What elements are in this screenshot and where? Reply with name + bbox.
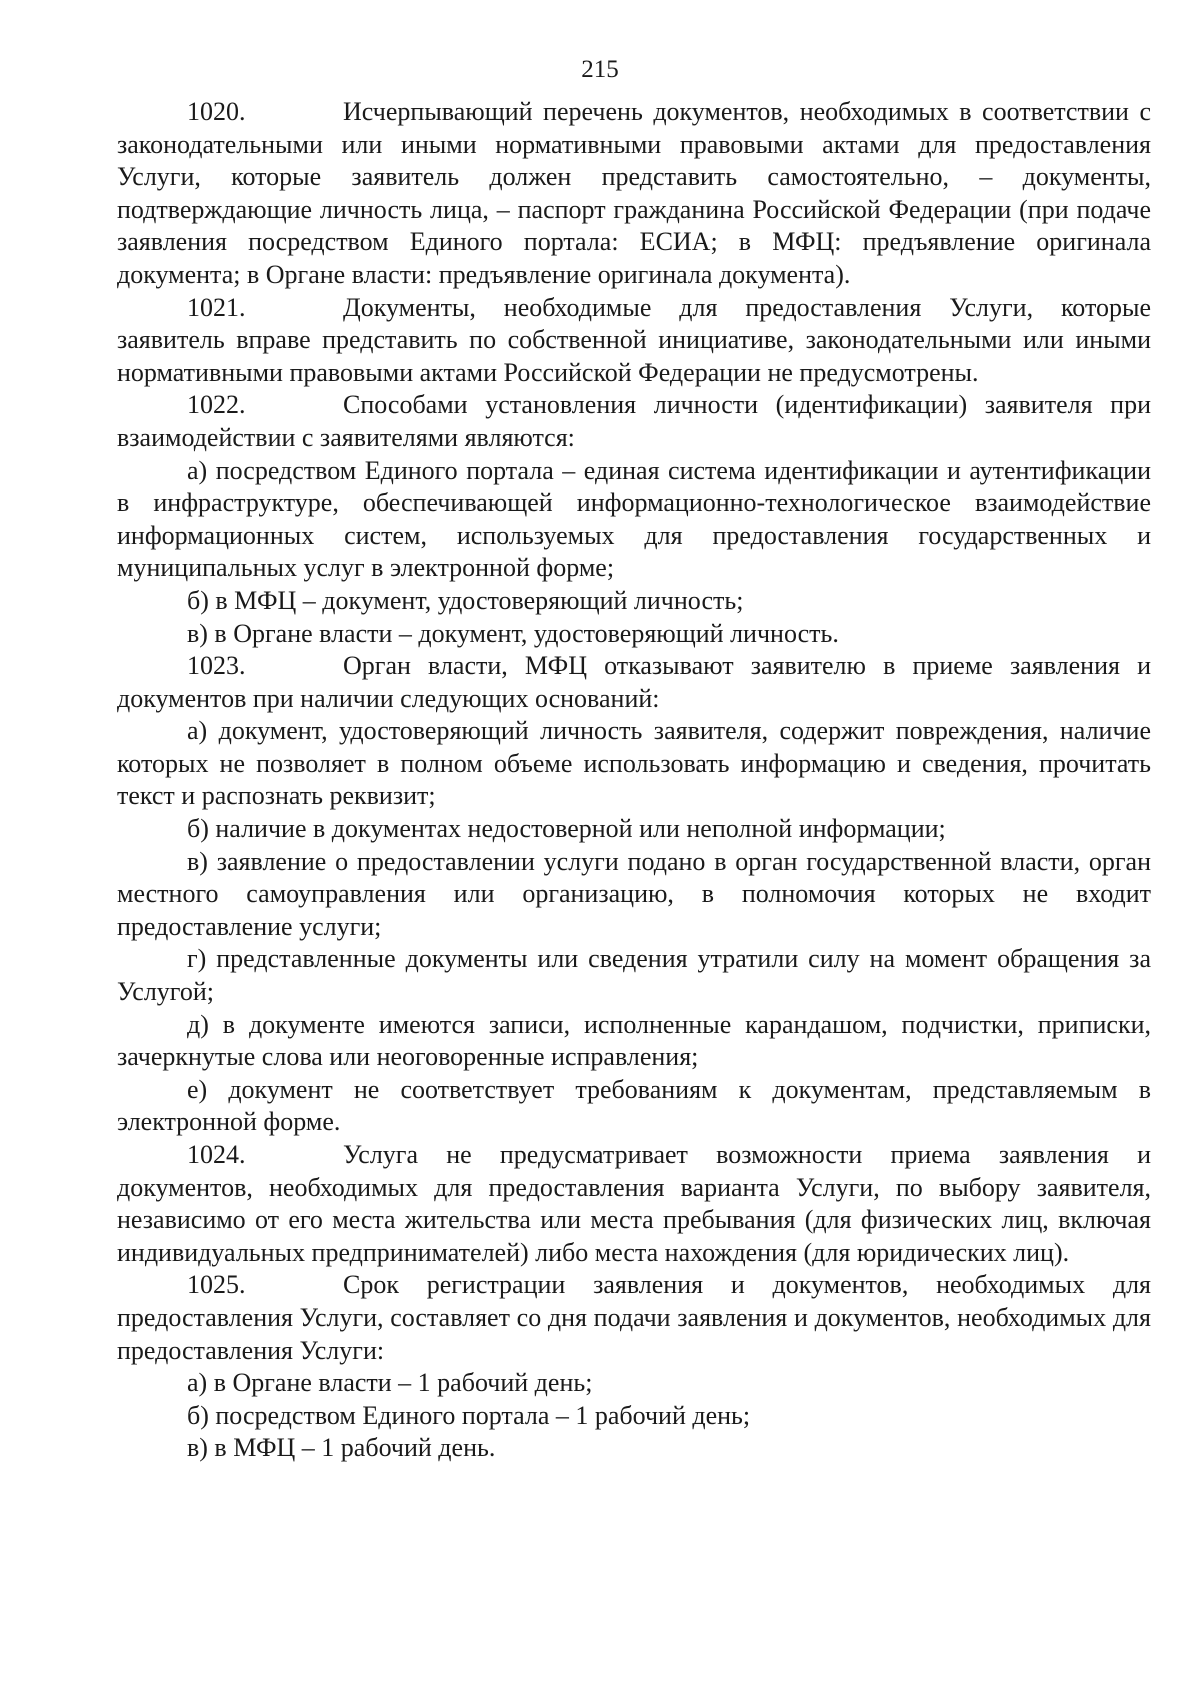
list-item: б) посредством Единого портала – 1 рабочий день; — [187, 1400, 751, 1430]
paragraph-1023 — [117, 650, 1151, 715]
list-item: а) в Органе власти – 1 рабочий день; — [187, 1368, 593, 1398]
list-item: в) заявление о предоставлении услуги подано в орган государственной власти, орган местного самоуправления или организацию, в полномочия которых не входит предоставление услуги; — [117, 846, 1151, 941]
paragraph-text: Услуга не предусматривает возможности приема заявления и документов, необходимых для предоставления варианта Услуги, по выбору заявителя, независимо от его места жительства или места пребывания (для физических лиц, включая индивидуальных предпринимателей) либо места нахождения (для юридических лиц). — [117, 1140, 1151, 1267]
page-number: 215 — [581, 56, 619, 83]
document-body — [117, 96, 1151, 1465]
list-item: г) представленные документы или сведения утратили силу на момент обращения за Услугой; — [117, 944, 1151, 1007]
paragraph-1025 — [117, 1269, 1151, 1367]
paragraph-1020 — [117, 96, 1151, 292]
list-item: е) документ не соответствует требованиям к документам, представляемым в электронной форме. — [117, 1074, 1151, 1137]
paragraph-number: 1023. — [187, 651, 246, 681]
paragraph-text: Способами установления личности (идентификации) заявителя при взаимодействии с заявителями являются: — [117, 390, 1151, 452]
list-item: в) в МФЦ – 1 рабочий день. — [187, 1433, 496, 1463]
paragraph-text: Срок регистрации заявления и документов, необходимых для предоставления Услуги, составляет со дня подачи заявления и документов, необходимых для предоставления Услуги: — [117, 1270, 1151, 1365]
paragraph-number: 1024. — [187, 1140, 246, 1169]
paragraph-text: Орган власти, МФЦ отказывают заявителю в приеме заявления и документов при наличии следующих оснований: — [117, 651, 1151, 713]
paragraph-number: 1021. — [187, 292, 246, 322]
list-item: д) в документе имеются записи, исполненные карандашом, подчистки, приписки, зачеркнутые слова или неоговоренные исправления; — [117, 1009, 1151, 1072]
paragraph-text: Исчерпывающий перечень документов, необходимых в соответствии с законодательными или иными нормативными правовыми актами для предоставления Услуги, которые заявитель должен представить самостоятельно, – документы, подтверждающие личность лица, – паспорт гражданина Российской Федерации (при подаче заявления посредством Единого портала: ЕСИА; в МФЦ: предъявление оригинала документа; в Органе власти: предъявление оригинала документа). — [117, 97, 1151, 289]
list-item: а) документ, удостоверяющий личность заявителя, содержит повреждения, наличие которых не позволяет в полном объеме использовать информацию и сведения, прочитать текст и распознать реквизит; — [117, 716, 1151, 811]
paragraph-number: 1022. — [187, 390, 246, 420]
paragraph-number: 1025. — [187, 1270, 246, 1300]
paragraph-number: 1020. — [187, 97, 246, 126]
list-item: б) наличие в документах недостоверной или неполной информации; — [187, 814, 946, 844]
list-item: б) в МФЦ – документ, удостоверяющий личность; — [187, 585, 744, 615]
paragraph-text: Документы, необходимые для предоставления Услуги, которые заявитель вправе представить по собственной инициативе, законодательными или иными нормативными правовыми актами Российской Федерации не предусмотрены. — [117, 292, 1151, 387]
list-item: в) в Органе власти – документ, удостоверяющий личность. — [187, 618, 839, 648]
paragraph-1022 — [117, 389, 1151, 454]
paragraph-1024 — [117, 1139, 1151, 1269]
list-item: а) посредством Единого портала – единая система идентификации и аутентификации в инфраструктуре, обеспечивающей информационно-технологическое взаимодействие информационных систем, используемых для предоставления государственных и муниципальных услуг в электронной форме; — [117, 455, 1151, 583]
paragraph-1021 — [117, 292, 1151, 390]
